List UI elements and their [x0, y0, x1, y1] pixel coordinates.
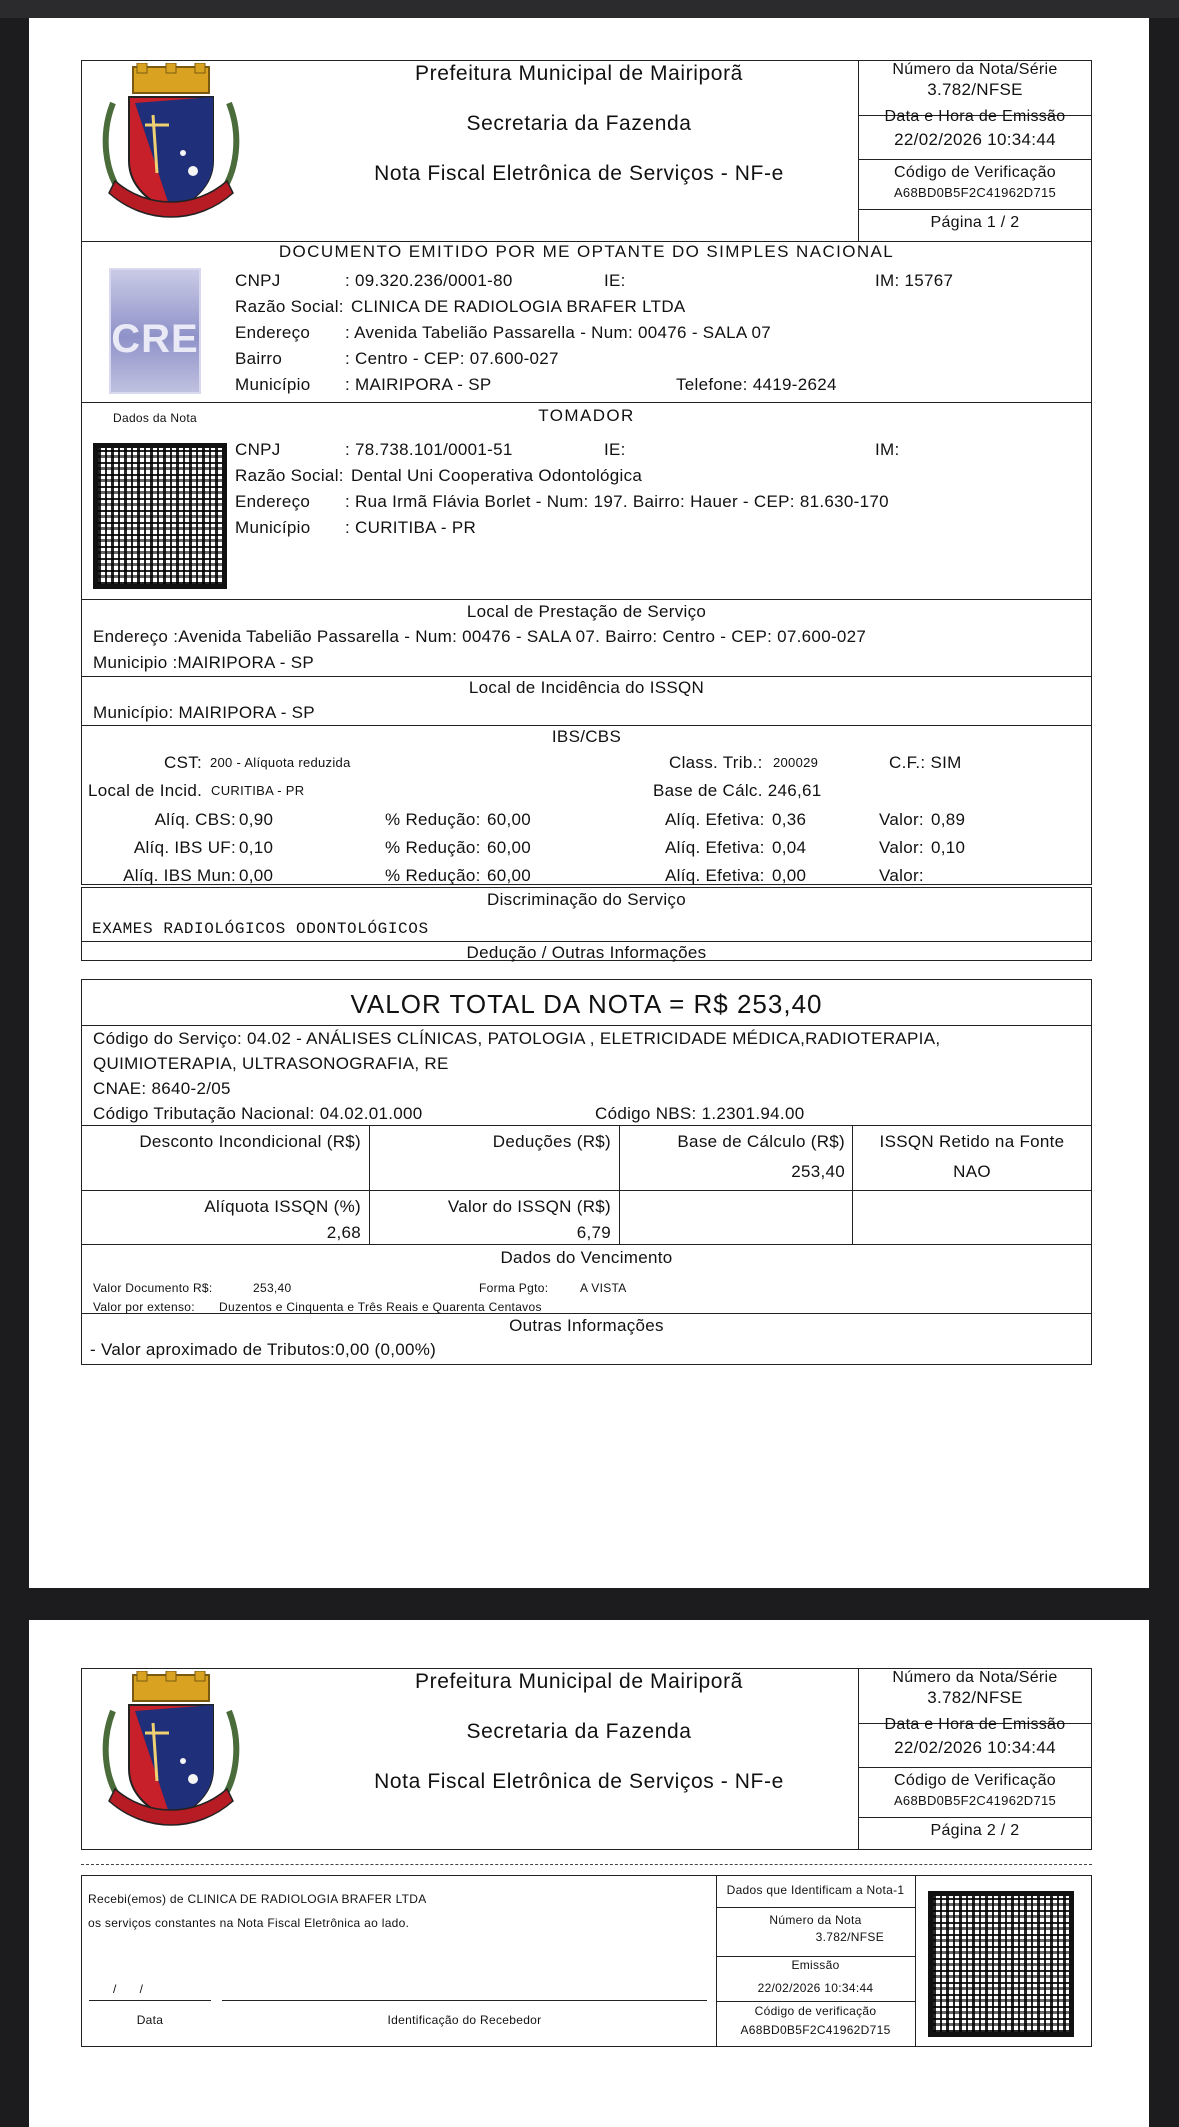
ibs-aliq-label-3: Alíq. IBS Mun: [123, 866, 236, 885]
local-prestacao-title: Local de Prestação de Serviço [466, 602, 707, 621]
prestador-logo-text: CRE [111, 317, 199, 361]
ibs-cbs-box [81, 725, 1092, 885]
nfe-title: Nota Fiscal Eletrônica de Serviços - NF-e [374, 162, 784, 185]
page-number: Página 1 / 2 [930, 214, 1020, 231]
prestador-cnpj-label: CNPJ [235, 271, 281, 290]
recibo-numero-value: 3.782/NFSE [815, 1930, 884, 1944]
municipal-coat-of-arms-icon [95, 63, 247, 231]
ibs-cst-label: CST: [164, 753, 203, 772]
tomador-im-label: IM: [875, 440, 900, 459]
prestador-bairro-label: Bairro [235, 349, 283, 368]
recibo-identificacao-label: Identificação do Recebedor [387, 2013, 542, 2027]
prestador-im: IM: 15767 [875, 271, 954, 290]
ibs-class-value: 200029 [773, 755, 819, 770]
verificacao-value: A68BD0B5F2C41962D715 [893, 185, 1057, 200]
ibs-valor-label-1: Valor: [879, 810, 924, 829]
ibs-aliq-value-3: 0,00 [239, 866, 274, 885]
forma-pagamento-value: A VISTA [580, 1281, 627, 1295]
prefeitura-title: Prefeitura Municipal de Mairiporã [415, 62, 743, 85]
issqn-retido-value: NAO [953, 1162, 991, 1181]
recibo-emissao-label: Emissão [791, 1958, 840, 1972]
prestador-endereco: : Avenida Tabelião Passarella - Num: 00476 - SALA 07 [345, 323, 772, 342]
ibs-valor-value-2: 0,10 [931, 838, 966, 857]
valor-total: VALOR TOTAL DA NOTA = R$ 253,40 [350, 989, 823, 1019]
prestador-endereco-label: Endereço [235, 323, 311, 342]
cnae: CNAE: 8640-2/05 [93, 1079, 231, 1098]
ibs-aliq-value-1: 0,90 [239, 810, 274, 829]
numero-nota-value: 3.782/NFSE [927, 80, 1023, 99]
ibs-efetiva-value-3: 0,00 [772, 866, 807, 885]
ibs-efetiva-value-2: 0,04 [772, 838, 807, 857]
page-number-page-2: Página 2 / 2 [930, 1822, 1020, 1839]
local-prestacao-endereco: Endereço :Avenida Tabelião Passarella - Num: 00476 - SALA 07. Bairro: Centro - CEP: 07.600-027 [93, 627, 867, 646]
prestador-municipio: : MAIRIPORA - SP [345, 375, 492, 394]
prestador-razao-label: Razão Social: [235, 297, 344, 316]
ibs-reducao-label-3: % Redução: [385, 866, 481, 885]
tomador-municipio-label: Município [235, 518, 311, 537]
vencimento-title: Dados do Vencimento [500, 1248, 673, 1267]
base-calculo-value: 253,40 [791, 1162, 845, 1181]
tomador-endereco-label: Endereço [235, 492, 311, 511]
aliquota-value: 2,68 [326, 1223, 361, 1242]
valor-extenso-value: Duzentos e Cinquenta e Três Reais e Quarenta Centavos [219, 1300, 542, 1314]
prestador-box [81, 241, 1092, 403]
codigo-nbs: Código NBS: 1.2301.94.00 [595, 1104, 805, 1123]
ibs-aliq-label-2: Alíq. IBS UF: [133, 838, 236, 857]
ibs-efetiva-label-1: Alíq. Efetiva: [665, 810, 765, 829]
document-page-1 [29, 18, 1149, 1588]
tomador-cnpj: : 78.738.101/0001-51 [345, 440, 513, 459]
ibs-base-calculo: Base de Cálc. 246,61 [653, 781, 822, 800]
ibs-cst-value: 200 - Alíquota reduzida [210, 755, 351, 770]
ibs-valor-label-3: Valor: [879, 866, 924, 885]
discriminacao-title: Discriminação do Serviço [487, 890, 686, 909]
aliquota-label: Alíquota ISSQN (%) [204, 1197, 361, 1216]
prestador-ie-label: IE: [604, 271, 626, 290]
numero-nota-label: Número da Nota/Série [892, 61, 1058, 78]
nfe-title-page-2: Nota Fiscal Eletrônica de Serviços - NF-e [374, 1770, 784, 1793]
issqn-retido-label: ISSQN Retido na Fonte [879, 1132, 1065, 1151]
tomador-razao-label: Razão Social: [235, 466, 344, 485]
codigo-servico: Código do Serviço: 04.02 - ANÁLISES CLÍNICAS, PATOLOGIA , ELETRICIDADE MÉDICA,RADIOTERAPIA, [93, 1029, 941, 1048]
ibs-efetiva-value-1: 0,36 [772, 810, 807, 829]
ibs-reducao-label-1: % Redução: [385, 810, 481, 829]
recibo-data-mask: / / [113, 1982, 154, 1996]
prestador-logo [109, 268, 201, 394]
tomador-ie-label: IE: [604, 440, 626, 459]
ibs-valor-label-2: Valor: [879, 838, 924, 857]
emissao-value-page-2: 22/02/2026 10:34:44 [894, 1738, 1056, 1757]
base-calculo-label: Base de Cálculo (R$) [677, 1132, 845, 1151]
tomador-razao: Dental Uni Cooperativa Odontológica [351, 466, 643, 485]
ibs-cbs-title: IBS/CBS [551, 727, 622, 746]
ibs-reducao-label-2: % Redução: [385, 838, 481, 857]
dados-nota-label: Dados da Nota [113, 411, 197, 425]
local-incidencia-municipio: Município: MAIRIPORA - SP [93, 703, 315, 722]
secretaria-title: Secretaria da Fazenda [466, 112, 692, 135]
recibo-verificacao-label: Código de verificação [754, 2004, 877, 2018]
viewer-top-bar [0, 0, 1179, 18]
local-prestacao-municipio: Municipio :MAIRIPORA - SP [93, 653, 315, 672]
outras-informacoes-texto: - Valor aproximado de Tributos:0,00 (0,00%) [90, 1340, 437, 1359]
ibs-local-label: Local de Incid. [88, 781, 203, 800]
emissao-label-page-2: Data e Hora de Emissão [884, 1716, 1066, 1733]
qr-code-icon [928, 1891, 1074, 2037]
codigo-servico-cont: QUIMIOTERAPIA, ULTRASONOGRAFIA, RE [93, 1054, 449, 1073]
ibs-local-value: CURITIBA - PR [211, 783, 305, 798]
cut-line [81, 1864, 1092, 1865]
emissao-label: Data e Hora de Emissão [884, 108, 1066, 125]
tomador-municipio: : CURITIBA - PR [345, 518, 477, 537]
ibs-reducao-value-2: 60,00 [487, 838, 532, 857]
verificacao-value-page-2: A68BD0B5F2C41962D715 [893, 1793, 1057, 1808]
secretaria-title-page-2: Secretaria da Fazenda [466, 1720, 692, 1743]
outras-informacoes-title: Outras Informações [509, 1316, 664, 1335]
prestador-municipio-label: Município [235, 375, 311, 394]
numero-nota-label-page-2: Número da Nota/Série [892, 1669, 1058, 1686]
municipal-coat-of-arms-icon [95, 1671, 247, 1839]
ibs-aliq-value-2: 0,10 [239, 838, 274, 857]
codigo-tributacao-nacional: Código Tributação Nacional: 04.02.01.000 [93, 1104, 423, 1123]
recibo-linha-1: Recebi(emos) de CLINICA DE RADIOLOGIA BRAFER LTDA [88, 1892, 427, 1906]
simples-nacional-title: DOCUMENTO EMITIDO POR ME OPTANTE DO SIMPLES NACIONAL [278, 242, 895, 261]
ibs-reducao-value-1: 60,00 [487, 810, 532, 829]
recibo-dados-label: Dados que Identificam a Nota-1 [726, 1883, 905, 1897]
valor-documento-value: 253,40 [253, 1281, 292, 1295]
prefeitura-title-page-2: Prefeitura Municipal de Mairiporã [415, 1670, 743, 1693]
verificacao-label-page-2: Código de Verificação [894, 1772, 1056, 1789]
ibs-efetiva-label-3: Alíq. Efetiva: [665, 866, 765, 885]
emissao-value: 22/02/2026 10:34:44 [894, 130, 1056, 149]
prestador-cnpj: : 09.320.236/0001-80 [345, 271, 513, 290]
discriminacao-texto: EXAMES RADIOLÓGICOS ODONTOLÓGICOS [92, 920, 429, 938]
ibs-cf: C.F.: SIM [889, 753, 962, 772]
numero-nota-value-page-2: 3.782/NFSE [927, 1688, 1023, 1707]
ibs-reducao-value-3: 60,00 [487, 866, 532, 885]
recibo-data-label: Data [136, 2013, 164, 2027]
tomador-cnpj-label: CNPJ [235, 440, 281, 459]
deducoes-label: Deduções (R$) [492, 1132, 611, 1151]
recibo-numero-label: Número da Nota [769, 1913, 862, 1927]
verificacao-label: Código de Verificação [894, 164, 1056, 181]
valor-extenso-label: Valor por extenso: [93, 1300, 195, 1314]
qr-code-icon [93, 443, 227, 589]
prestador-razao: CLINICA DE RADIOLOGIA BRAFER LTDA [351, 297, 686, 316]
valor-documento-label: Valor Documento R$: [93, 1281, 213, 1295]
local-incidencia-title: Local de Incidência do ISSQN [468, 678, 705, 697]
recibo-linha-2: os serviços constantes na Nota Fiscal Eletrônica ao lado. [88, 1916, 410, 1930]
forma-pagamento-label: Forma Pgto: [479, 1281, 549, 1295]
recibo-verificacao-value: A68BD0B5F2C41962D715 [740, 2023, 891, 2037]
valor-issqn-value: 6,79 [576, 1223, 611, 1242]
ibs-valor-value-1: 0,89 [931, 810, 966, 829]
recibo-emissao-value: 22/02/2026 10:34:44 [757, 1981, 874, 1995]
ibs-aliq-label-1: Alíq. CBS: [154, 810, 236, 829]
ibs-class-label: Class. Trib.: [669, 753, 763, 772]
valor-issqn-label: Valor do ISSQN (R$) [447, 1197, 611, 1216]
tomador-endereco: : Rua Irmã Flávia Borlet - Num: 197. Bairro: Hauer - CEP: 81.630-170 [345, 492, 889, 511]
prestador-telefone: Telefone: 4419-2624 [676, 375, 837, 394]
prestador-bairro: : Centro - CEP: 07.600-027 [345, 349, 559, 368]
desconto-label: Desconto Incondicional (R$) [139, 1132, 361, 1151]
document-page-2 [29, 1620, 1149, 2127]
tomador-title: TOMADOR [538, 406, 635, 425]
deducao-title: Dedução / Outras Informações [466, 943, 707, 962]
ibs-efetiva-label-2: Alíq. Efetiva: [665, 838, 765, 857]
